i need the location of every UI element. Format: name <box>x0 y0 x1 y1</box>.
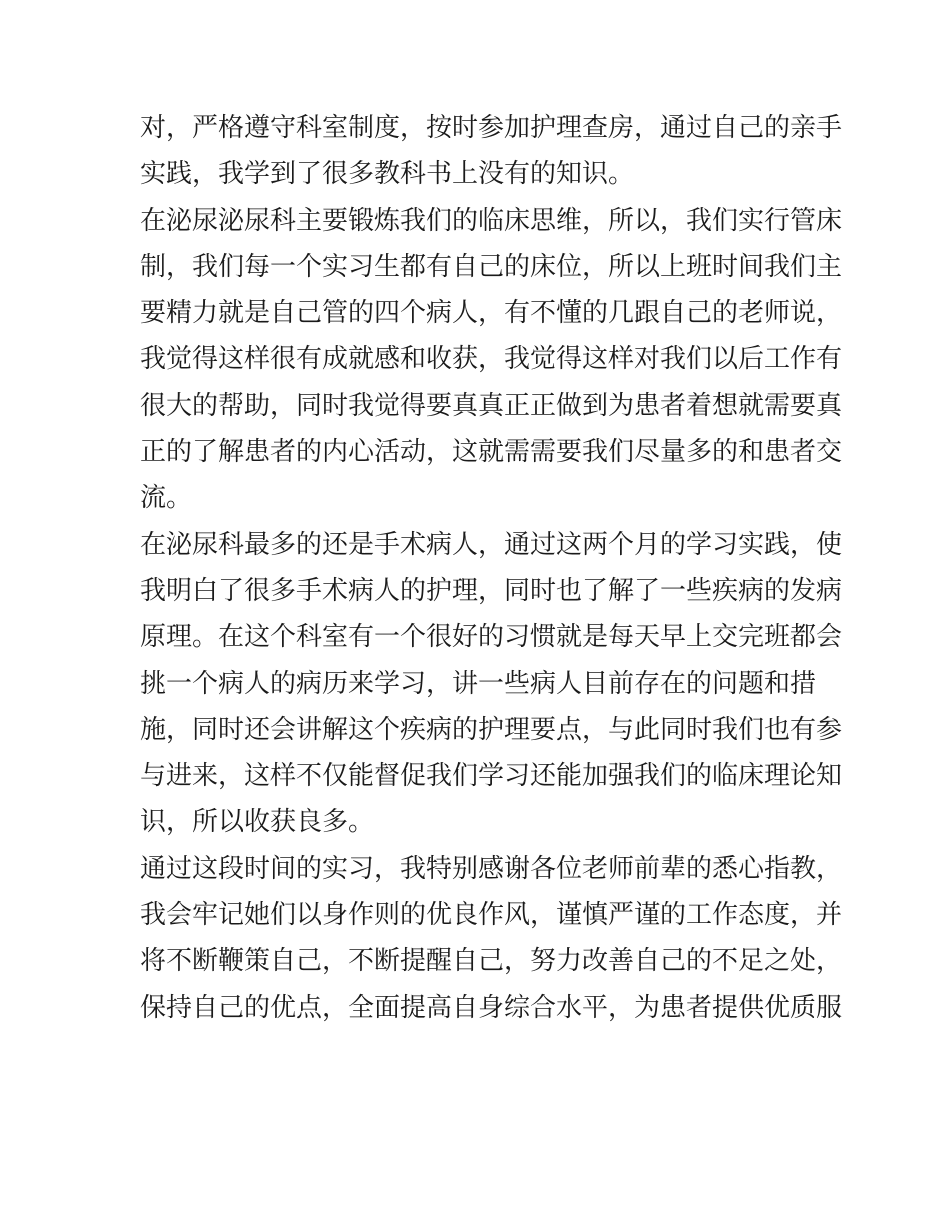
text-line: 识，所以收获良多。 <box>140 807 375 838</box>
body-text <box>140 105 843 1031</box>
text-line: 要精力就是自己管的四个病人，有不懂的几跟自己的老师说， <box>140 298 843 329</box>
text-line: 实践，我学到了很多教科书上没有的知识。 <box>140 159 635 190</box>
text-line: 将不断鞭策自己，不断提醒自己，努力改善自己的不足之处， <box>140 946 843 977</box>
text-line: 我觉得这样很有成就感和收获，我觉得这样对我们以后工作有 <box>140 344 843 375</box>
text-line: 制，我们每一个实习生都有自己的床位，所以上班时间我们主 <box>140 251 843 282</box>
text-line: 流。 <box>140 483 193 514</box>
text-line: 通过这段时间的实习，我特别感谢各位老师前辈的悉心指教， <box>140 853 843 884</box>
text-line: 施，同时还会讲解这个疾病的护理要点，与此同时我们也有参 <box>140 714 843 745</box>
text-line: 我明白了很多手术病人的护理，同时也了解了一些疾病的发病 <box>140 575 843 606</box>
text-line: 在泌尿泌尿科主要锻炼我们的临床思维，所以，我们实行管床 <box>140 205 843 236</box>
text-line: 保持自己的优点，全面提高自身综合水平，为患者提供优质服 <box>140 992 843 1023</box>
text-line: 挑一个病人的病历来学习，讲一些病人目前存在的问题和措 <box>140 668 817 699</box>
text-line: 对，严格遵守科室制度，按时参加护理查房，通过自己的亲手 <box>140 113 843 143</box>
text-line: 我会牢记她们以身作则的优良作风，谨慎严谨的工作态度，并 <box>140 900 843 931</box>
text-line: 原理。在这个科室有一个很好的习惯就是每天早上交完班都会 <box>140 622 843 653</box>
text-line: 很大的帮助，同时我觉得要真真正正做到为患者着想就需要真 <box>140 390 843 421</box>
text-line: 正的了解患者的内心活动，这就需需要我们尽量多的和患者交 <box>140 437 843 468</box>
text-line: 在泌尿科最多的还是手术病人，通过这两个月的学习实践，使 <box>140 529 843 560</box>
text-line: 与进来，这样不仅能督促我们学习还能加强我们的临床理论知 <box>140 761 843 792</box>
